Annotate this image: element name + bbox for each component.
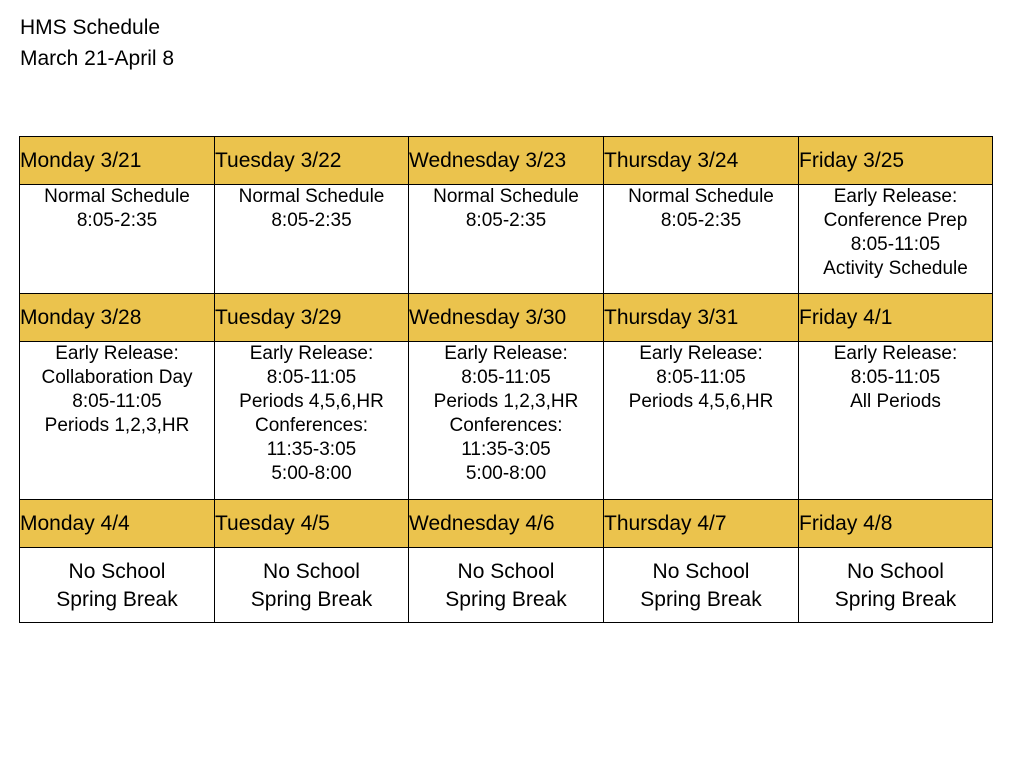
- schedule-line: 8:05-11:05: [266, 367, 357, 388]
- schedule-line: Early Release:: [833, 343, 958, 364]
- schedule-line: Early Release:: [639, 343, 763, 364]
- schedule-line: 8:05-11:05: [72, 391, 162, 412]
- week-schedule-row: [20, 342, 993, 500]
- day-header: Thursday 4/7: [604, 500, 799, 548]
- schedule-line: No School: [652, 560, 750, 583]
- day-header: Wednesday 4/6: [409, 500, 604, 548]
- schedule-line: 8:05-11:05: [850, 367, 941, 388]
- schedule-line: No School: [68, 560, 166, 583]
- week-schedule-row: [20, 185, 993, 294]
- day-header: Friday 3/25: [799, 137, 993, 185]
- schedule-line: 8:05-11:05: [461, 367, 551, 388]
- schedule-line: Normal Schedule: [238, 186, 385, 207]
- schedule-line: 5:00-8:00: [271, 463, 352, 484]
- schedule-line: Normal Schedule: [628, 186, 774, 207]
- schedule-line: Periods 4,5,6,HR: [239, 391, 384, 412]
- day-schedule-cell: [409, 548, 604, 623]
- day-schedule-cell: [20, 185, 215, 294]
- schedule-line: Spring Break: [834, 588, 957, 611]
- day-schedule-cell: [799, 548, 993, 623]
- day-schedule-cell: [215, 548, 409, 623]
- day-header: Tuesday 4/5: [215, 500, 409, 548]
- schedule-line: No School: [263, 560, 360, 583]
- day-header: Wednesday 3/30: [409, 294, 604, 342]
- day-schedule-cell: [799, 342, 993, 500]
- schedule-line: 8:05-2:35: [271, 210, 352, 231]
- schedule-line: Spring Break: [250, 588, 373, 611]
- schedule-line: Spring Break: [640, 588, 762, 611]
- schedule-line: 8:05-2:35: [465, 210, 547, 231]
- day-header: Thursday 3/24: [604, 137, 799, 185]
- schedule-line: Early Release:: [833, 186, 958, 207]
- day-header: Wednesday 3/23: [409, 137, 604, 185]
- schedule-line: All Periods: [850, 391, 941, 412]
- day-schedule-cell: [604, 548, 799, 623]
- day-schedule-cell: [20, 342, 215, 500]
- week-header-row: [20, 500, 993, 548]
- schedule-line: 8:05-11:05: [850, 234, 941, 255]
- day-schedule-cell: [799, 185, 993, 294]
- document-header: [20, 12, 174, 74]
- day-schedule-cell: [215, 185, 409, 294]
- document-title: HMS Schedule: [20, 16, 161, 39]
- schedule-line: Periods 1,2,3,HR: [433, 391, 579, 412]
- schedule-line: Spring Break: [445, 588, 567, 611]
- day-schedule-cell: [604, 185, 799, 294]
- day-header: Friday 4/1: [799, 294, 993, 342]
- schedule-line: Activity Schedule: [823, 258, 968, 279]
- schedule-line: 11:35-3:05: [461, 439, 551, 460]
- day-header: Thursday 3/31: [604, 294, 799, 342]
- schedule-line: 11:35-3:05: [266, 439, 357, 460]
- day-schedule-cell: [20, 548, 215, 623]
- day-header: Friday 4/8: [799, 500, 993, 548]
- schedule-line: Spring Break: [56, 588, 178, 611]
- day-header: Monday 4/4: [20, 500, 215, 548]
- schedule-line: Early Release:: [444, 343, 568, 364]
- schedule-line: Periods 4,5,6,HR: [628, 391, 774, 412]
- day-header: Monday 3/28: [20, 294, 215, 342]
- schedule-line: 5:00-8:00: [465, 463, 547, 484]
- day-schedule-cell: [409, 185, 604, 294]
- schedule-line: Conference Prep: [823, 210, 968, 231]
- schedule-line: 8:05-11:05: [656, 367, 746, 388]
- schedule-line: Early Release:: [249, 343, 374, 364]
- schedule-line: Early Release:: [55, 343, 179, 364]
- day-header: Tuesday 3/29: [215, 294, 409, 342]
- week-header-row: [20, 137, 993, 185]
- day-schedule-cell: [215, 342, 409, 500]
- day-header: Tuesday 3/22: [215, 137, 409, 185]
- day-header: Monday 3/21: [20, 137, 215, 185]
- day-schedule-cell: [604, 342, 799, 500]
- schedule-line: Conferences:: [254, 415, 368, 436]
- day-schedule-cell: [409, 342, 604, 500]
- schedule-line: Conferences:: [449, 415, 563, 436]
- schedule-table: [19, 136, 993, 623]
- schedule-line: No School: [457, 560, 555, 583]
- document-date-range: March 21-April 8: [20, 47, 175, 70]
- schedule-line: Normal Schedule: [44, 186, 190, 207]
- week-header-row: [20, 294, 993, 342]
- schedule-line: Periods 1,2,3,HR: [44, 415, 190, 436]
- schedule-body: [20, 137, 993, 623]
- schedule-line: Normal Schedule: [433, 186, 579, 207]
- schedule-line: 8:05-2:35: [660, 210, 742, 231]
- schedule-line: 8:05-2:35: [76, 210, 158, 231]
- week-schedule-row: [20, 548, 993, 623]
- schedule-line: Collaboration Day: [41, 367, 193, 388]
- schedule-line: No School: [847, 560, 944, 583]
